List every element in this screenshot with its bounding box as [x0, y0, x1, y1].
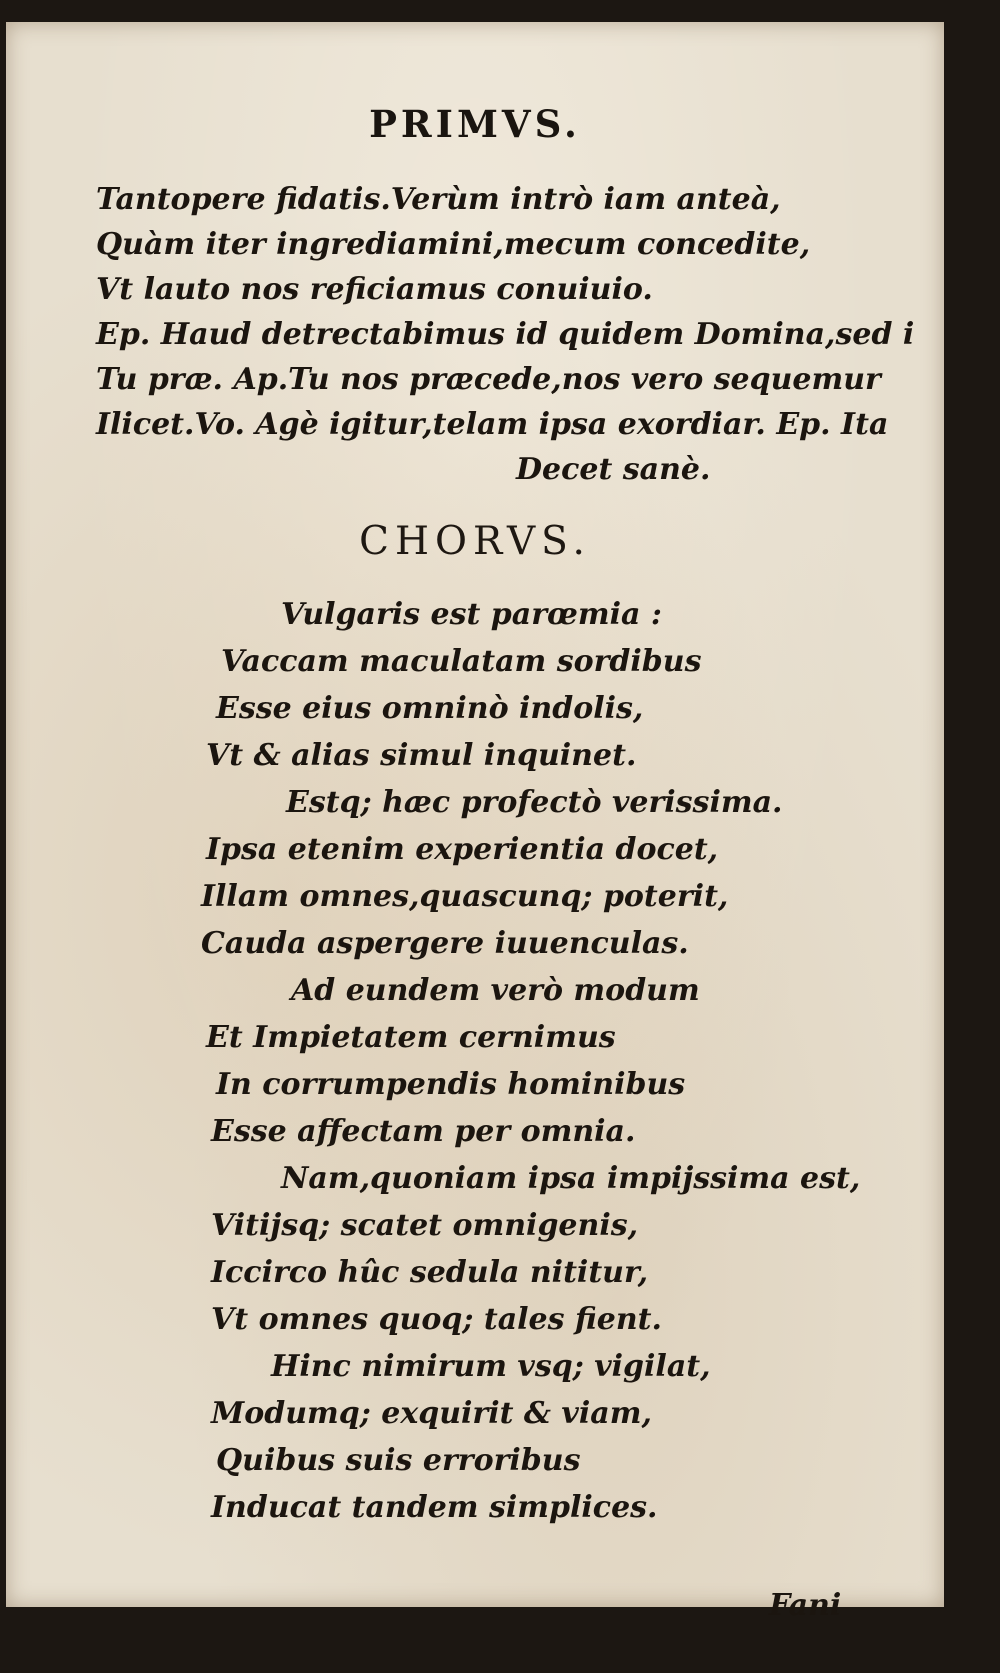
book-page [6, 22, 944, 1623]
chorus-line: Iccirco hûc sedula nititur, [211, 1255, 649, 1290]
prose-line: Ep. Haud detrectabimus id quidem Domina,sed i [96, 317, 915, 352]
chorus-heading: CHORVS. [359, 519, 591, 564]
chorus-line: In corrumpendis hominibus [216, 1067, 686, 1102]
chorus-line: Nam,quoniam ipsa impijssima est, [281, 1161, 861, 1196]
prose-line: Tu præ. Ap.Tu nos præcede,nos vero sequemur [96, 362, 881, 397]
prose-line: Tantopere fidatis.Verùm intrò iam anteà, [96, 182, 781, 217]
chorus-line: Vaccam maculatam sordibus [221, 644, 702, 679]
chorus-line: Ad eundem verò modum [291, 973, 700, 1008]
chorus-line: Esse eius omninò indolis, [216, 691, 644, 726]
chorus-line: Esse affectam per omnia. [211, 1114, 636, 1149]
chorus-line: Ipsa etenim experientia docet, [206, 832, 719, 867]
chorus-line: Vt & alias simul inquinet. [206, 738, 637, 773]
prose-line: Decet sanè. [516, 452, 711, 487]
prose-line: Ilicet.Vo. Agè igitur,telam ipsa exordiar. Ep. Ita [96, 407, 889, 442]
running-head: PRIMVS. [369, 102, 581, 146]
catchword: Fani [769, 1588, 842, 1623]
chorus-line: Inducat tandem simplices. [211, 1490, 658, 1525]
chorus-line: Cauda aspergere iuuenculas. [201, 926, 689, 961]
chorus-line: Vitijsq; scatet omnigenis, [211, 1208, 639, 1243]
chorus-line: Illam omnes,quascunq; poterit, [201, 879, 729, 914]
chorus-line: Hinc nimirum vsq; vigilat, [271, 1349, 711, 1384]
chorus-line: Vulgaris est parœmia : [281, 597, 662, 632]
chorus-line: Et Impietatem cernimus [206, 1020, 616, 1055]
chorus-line: Modumq; exquirit & viam, [211, 1396, 652, 1431]
prose-line: Quàm iter ingrediamini,mecum concedite, [96, 227, 811, 262]
chorus-line: Vt omnes quoq; tales fient. [211, 1302, 662, 1337]
chorus-line: Quibus suis erroribus [216, 1443, 581, 1478]
chorus-line: Estq; hæc profectò verissima. [286, 785, 783, 820]
prose-line: Vt lauto nos reficiamus conuiuio. [96, 272, 653, 307]
